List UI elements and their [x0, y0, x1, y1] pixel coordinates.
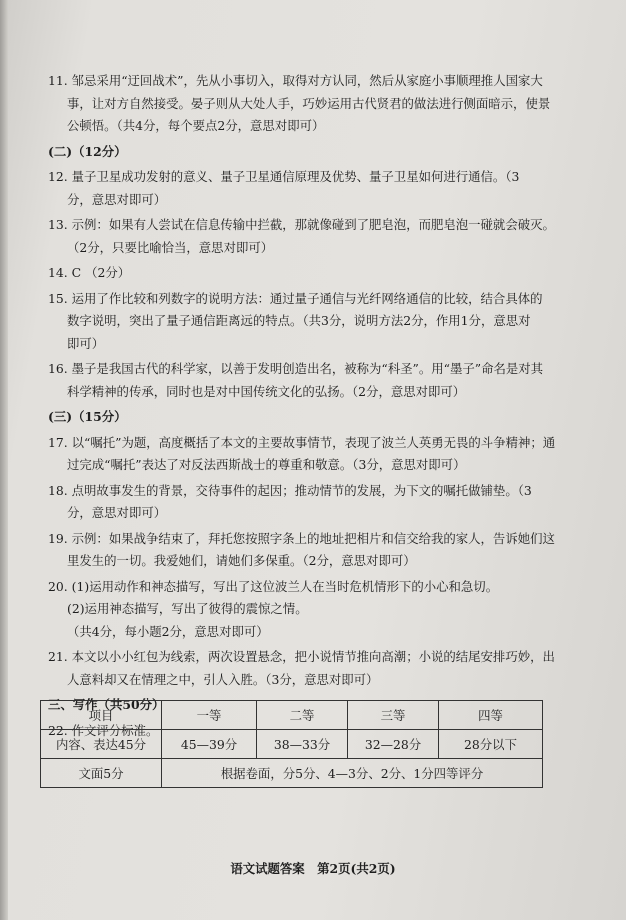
table-cell: 文面5分 — [41, 759, 162, 788]
answer-content — [48, 70, 558, 745]
answer-15-line-2: 数字说明，突出了量子通信距离远的特点。（共3分，说明方法2分，作用1分，意思对 — [67, 313, 531, 328]
answer-11-line-1: 11. 邹忌采用“迂回战术”，先从小事切入，取得对方认同，然后从家庭小事顺理推人国家大 — [48, 73, 543, 88]
answer-18-line-2: 分，意思对即可） — [67, 505, 167, 520]
answer-20-line-3: （共4分，每小题2分，意思对即可） — [67, 623, 269, 639]
answer-19-line-2: 里发生的一切。我爱她们，请她们多保重。（2分，意思对即可） — [67, 553, 416, 568]
answer-11-line-3: 公顿悟。（共4分，每个要点2分，意思对即可） — [67, 118, 325, 133]
table-cell: 38—33分 — [257, 730, 348, 759]
answer-20-line-2: (2)运用神态描写，写出了彼得的震惊之情。 — [67, 601, 308, 616]
table-header-cell: 四等 — [439, 701, 543, 730]
page-left-edge — [0, 0, 8, 920]
table-cell: 32—28分 — [348, 730, 439, 759]
table-cell: 内容、表达45分 — [41, 730, 162, 759]
answer-19-line-1: 19. 示例：如果战争结束了，拜托您按照字条上的地址把相片和信交给我的家人，告诉她们这 — [48, 530, 555, 546]
section-3-heading: (三)（15分） — [48, 409, 127, 424]
answer-22: 22. 作文评分标准。 — [48, 722, 159, 738]
table-header-cell: 二等 — [257, 701, 348, 730]
page-footer: 语文试题答案 第2页(共2页) — [230, 861, 396, 876]
answer-13-line-1: 13. 示例：如果有人尝试在信息传输中拦截，那就像碰到了肥皂泡，而肥皂泡一碰就会破灭。 — [48, 217, 555, 232]
answer-16-line-1: 16. 墨子是我国古代的科学家，以善于发明创造出名，被称为“科圣”。用“墨子”命名是对其 — [48, 361, 544, 376]
answer-12 — [48, 166, 558, 211]
answer-13-line-2: （2分，只要比喻恰当，意思对即可） — [67, 239, 274, 255]
table-cell: 28分以下 — [439, 730, 543, 759]
answer-14: 14. C （2分） — [48, 265, 131, 280]
answer-11 — [48, 70, 558, 138]
answer-17-line-2: 过完成“嘱托”表达了对反法西斯战士的尊重和敬意。（3分，意思对即可） — [67, 457, 466, 472]
table-header-row — [41, 701, 543, 730]
essay-scoring-table — [40, 700, 543, 788]
answer-16 — [48, 358, 558, 403]
answer-17 — [48, 432, 558, 477]
answer-15-line-3: 即可） — [67, 335, 105, 351]
answer-20-line-1: 20. (1)运用动作和神态描写，写出了这位波兰人在当时危机情形下的小心和急切。 — [48, 578, 499, 594]
answer-18-line-1: 18. 点明故事发生的背景，交待事件的起因；推动情节的发展，为下文的嘱托做铺垫。（3 — [48, 482, 532, 498]
answer-21-line-2: 人意料却又在情理之中，引人入胜。（3分，意思对即可） — [67, 671, 379, 687]
answer-15 — [48, 288, 558, 356]
section-2-heading: (二)（12分） — [48, 143, 127, 159]
answer-13 — [48, 214, 558, 259]
table-header-cell: 一等 — [162, 701, 257, 730]
answer-19 — [48, 528, 558, 573]
answer-21-line-1: 21. 本文以小小红包为线索，两次设置悬念，把小说情节推向高潮；小说的结尾安排巧妙，出 — [48, 649, 555, 664]
answer-15-line-1: 15. 运用了作比较和列数字的说明方法：通过量子通信与光纤网络通信的比较，结合具体的 — [48, 290, 543, 306]
answer-17-line-1: 17. 以“嘱托”为题，高度概括了本文的主要故事情节，表现了波兰人英勇无畏的斗争精神；通 — [48, 434, 556, 450]
answer-12-line-2: 分，意思对即可） — [67, 191, 167, 207]
table-row — [41, 759, 543, 788]
answer-16-line-2: 科学精神的传承，同时也是对中国传统文化的弘扬。（2分，意思对即可） — [67, 383, 466, 399]
answer-20 — [48, 576, 558, 644]
answer-21 — [48, 646, 558, 691]
table-cell: 根据卷面，分5分、4—3分、2分、1分四等评分 — [162, 759, 543, 788]
answer-12-line-1: 12. 量子卫星成功发射的意义、量子卫星通信原理及优势、量子卫星如何进行通信。（3 — [48, 169, 520, 184]
table-header-cell: 项目 — [41, 701, 162, 730]
answer-11-line-2: 事，让对方自然接受。晏子则从大处人手，巧妙运用古代贤君的做法进行侧面暗示，使景 — [67, 95, 551, 111]
table-cell: 45—39分 — [162, 730, 257, 759]
table-header-cell: 三等 — [348, 701, 439, 730]
table-row — [41, 730, 543, 759]
answer-18 — [48, 480, 558, 525]
section-writing-heading: 三、写作（共50分） — [48, 697, 165, 712]
